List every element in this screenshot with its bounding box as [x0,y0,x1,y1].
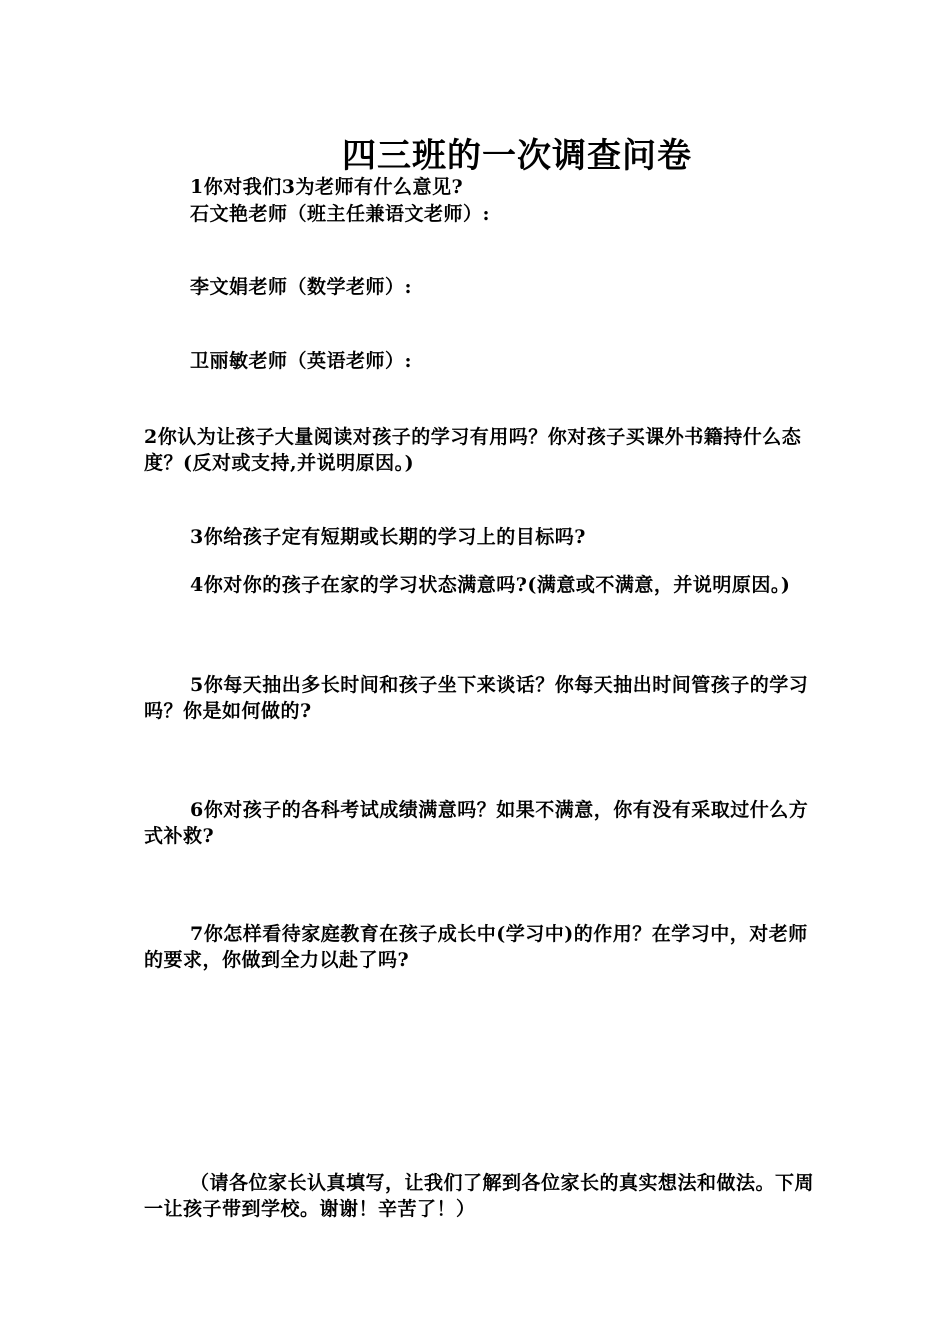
page-title: 四三班的一次调查问卷 [342,136,692,176]
question-7: 7你怎样看待家庭教育在孩子成长中(学习中)的作用？在学习中，对老师的要求，你做到全力以赴了吗? [144,923,808,971]
question-5: 5你每天抽出多长时间和孩子坐下来谈话？你每天抽出时间管孩子的学习吗？你是如何做的? [144,674,809,722]
question-3: 3你给孩子定有短期或长期的学习上的目标吗? [190,526,586,548]
question-4: 4你对你的孩子在家的学习状态满意吗?(满意或不满意，并说明原因。) [190,574,791,596]
teacher-1-label: 石文艳老师（班主任兼语文老师）: [190,203,491,225]
footer-note: （请各位家长认真填写，让我们了解到各位家长的真实想法和做法。下周一让孩子带到学校。谢谢！辛苦了！） [144,1172,815,1220]
teacher-2-label: 李文娟老师（数学老师）: [190,276,413,298]
question-2: 2你认为让孩子大量阅读对孩子的学习有用吗？你对孩子买课外书籍持什么态度？(反对或支持,并说明原因。) [144,426,802,474]
question-6: 6你对孩子的各科考试成绩满意吗？如果不满意，你有没有采取过什么方式补救? [144,799,809,847]
teacher-3-label: 卫丽敏老师（英语老师）: [190,350,413,372]
question-1: 1你对我们3为老师有什么意见? [190,176,464,198]
